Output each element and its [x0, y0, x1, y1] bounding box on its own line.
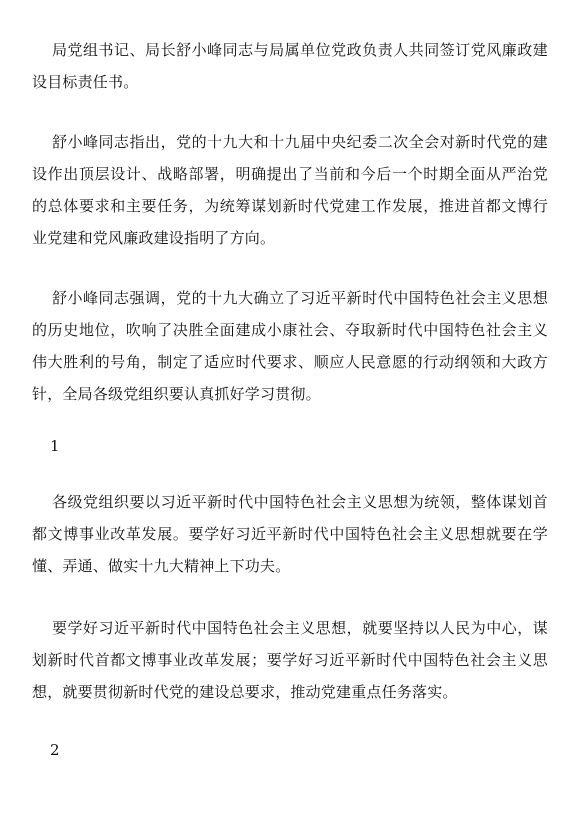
- paragraph-historical-status: 舒小峰同志强调，党的十九大确立了习近平新时代中国特色社会主义思想的历史地位，吹响了决胜全面建成小康社会、夺取新时代中国特色社会主义伟大胜利的号角，制定了适应时代要求、顺应人民意愿的行动纲领和大政方针，全局各级党组织要认真抓好学习贯彻。: [32, 289, 548, 403]
- paragraph-top-level-design: 舒小峰同志指出，党的十九大和十九届中央纪委二次全会对新时代党的建设作出顶层设计、战略部署，明确提出了当前和今后一个时期全面从严治党的总体要求和主要任务，为统筹谋划新时代党建工作发展，推进首都文博行业党建和党风廉政建设指明了方向。: [32, 133, 548, 247]
- paragraph-responsibility-signing: 局党组书记、局长舒小峰同志与局属单位党政负责人共同签订党风廉政建设目标责任书。: [32, 41, 548, 91]
- paragraph-overall-planning: 各级党组织要以习近平新时代中国特色社会主义思想为统领，整体谋划首都文博事业改革发展。要学好习近平新时代中国特色社会主义思想就要在学懂、弄通、做实十九大精神上下功夫。: [32, 493, 548, 575]
- page-number-1: 1: [50, 437, 60, 455]
- page-number-2: 2: [50, 741, 60, 759]
- paragraph-people-centered: 要学好习近平新时代中国特色社会主义思想，就要坚持以人民为中心，谋划新时代首都文博事业改革发展；要学好习近平新时代中国特色社会主义思想，就要贯彻新时代党的建设总要求，推动党建重点任务落实。: [32, 619, 548, 701]
